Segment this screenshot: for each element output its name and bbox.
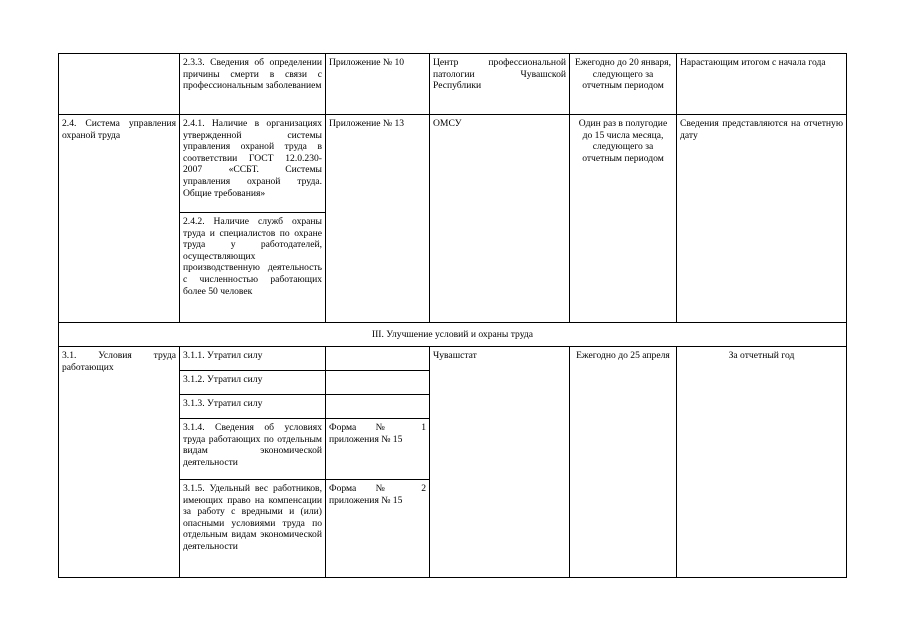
reporting-table [58, 53, 847, 578]
period-2-3-3: Нарастающим итогом с начала года [677, 54, 847, 115]
indicator-3-1-4: 3.1.4. Сведения об условиях труда работающих по отдельным видам экономической деятельности [180, 419, 326, 480]
section-3-title: III. Улучшение условий и охраны труда [59, 323, 847, 347]
row-2-3-3 [59, 54, 847, 115]
indicator-2-4-1: 2.4.1. Наличие в организациях утвержденной системы управления охраной труда в соответствии ГОСТ 12.0.230-2007 «ССБТ. Системы управления охраной труда. Общие требования» [180, 115, 326, 213]
source-3-1: Чувашстат [430, 347, 570, 578]
deadline-2-3-3: Ежегодно до 20 января, следующего за отчетным периодом [570, 54, 677, 115]
deadline-3-1: Ежегодно до 25 апреля [570, 347, 677, 578]
form-3-1-1 [326, 347, 430, 371]
form-3-1-5: Форма № 2 приложения № 15 [326, 480, 430, 578]
form-3-1-4: Форма № 1 приложения № 15 [326, 419, 430, 480]
row-2-4-1 [59, 115, 847, 213]
section-3-1: 3.1. Условия труда работающих [59, 347, 180, 578]
form-2-4: Приложение № 13 [326, 115, 430, 323]
form-3-1-2 [326, 371, 430, 395]
form-2-3-3: Приложение № 10 [326, 54, 430, 115]
indicator-2-3-3: 2.3.3. Сведения об определении причины смерти в связи с профессиональным заболеванием [180, 54, 326, 115]
indicator-2-4-2: 2.4.2. Наличие служб охраны труда и специалистов по охране труда у работодателей, осуществляющих производственную деятельность с численностью работающих более 50 человек [180, 213, 326, 323]
form-3-1-3 [326, 395, 430, 419]
indicator-3-1-3: 3.1.3. Утратил силу [180, 395, 326, 419]
section-3-row [59, 323, 847, 347]
row-3-1-1 [59, 347, 847, 371]
source-2-3-3: Центр профессиональной патологии Чувашской Республики [430, 54, 570, 115]
period-3-1: За отчетный год [677, 347, 847, 578]
indicator-3-1-5: 3.1.5. Удельный вес работников, имеющих право на компенсации за работу с вредными и (или) опасными условиями труда по отдельным видам экономической деятельности [180, 480, 326, 578]
indicator-3-1-1: 3.1.1. Утратил силу [180, 347, 326, 371]
source-2-4: ОМСУ [430, 115, 570, 323]
section-cell-empty [59, 54, 180, 115]
period-2-4: Сведения представляются на отчетную дату [677, 115, 847, 323]
indicator-3-1-2: 3.1.2. Утратил силу [180, 371, 326, 395]
section-2-4: 2.4. Система управления охраной труда [59, 115, 180, 323]
deadline-2-4: Один раз в полугодие до 15 числа месяца, следующего за отчетным периодом [570, 115, 677, 323]
